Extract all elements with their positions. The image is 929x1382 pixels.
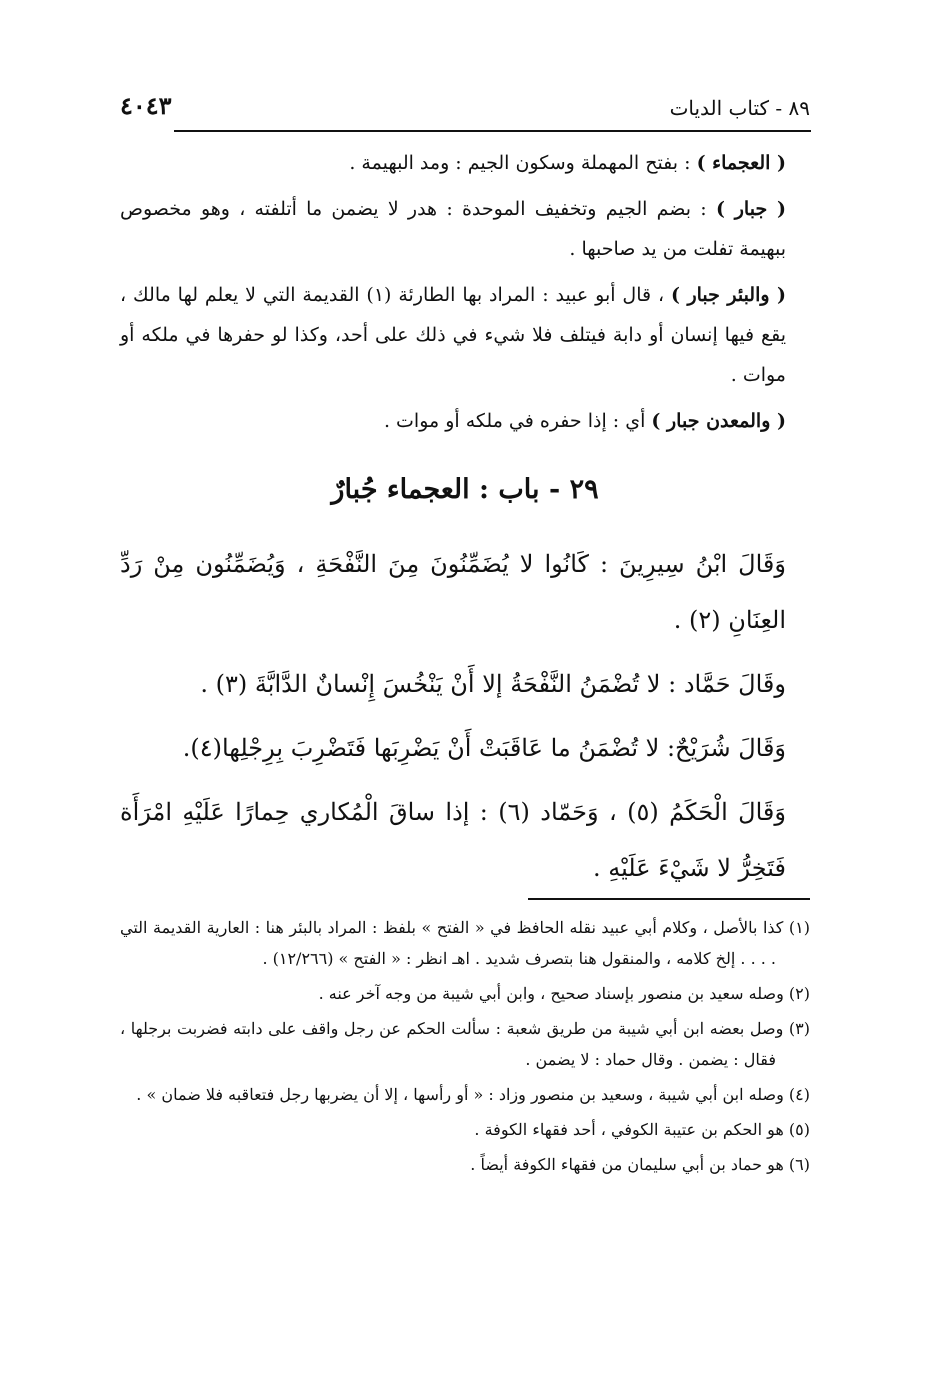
glossary-term: ( العجماء ) xyxy=(696,152,786,174)
header-rule xyxy=(174,130,811,132)
footnote: (١) كذا بالأصل ، وكلام أبي عبيد نقله الحافظ في « الفتح » بلفظ : المراد بالبئر هنا : العارية القديمة التي . . . . إلخ كلامه ، والمنقول هنا بتصرف شديد . اهـ انظر : « الفتح » (١٢/٢٦٦) . xyxy=(120,918,811,968)
glossary-entry xyxy=(120,189,810,269)
glossary-entry xyxy=(120,275,810,395)
footnote: (٣) وصل بعضه ابن أبي شيبة من طريق شعبة : سألت الحكم عن رجل واقف على دابته فضربت برجلها ، فقال : يضمن . وقال حماد : لا يضمن . xyxy=(120,1019,811,1069)
glossary-section xyxy=(120,143,810,447)
glossary-term: ( والمعدن جبار ) xyxy=(651,410,786,432)
footnote: (٤) وصله ابن أبي شيبة ، وسعيد بن منصور وزاد : « أو رأسها ، إلا أن يضربها رجل فتعاقبه فلا ضمان » . xyxy=(136,1085,810,1104)
hadith-paragraph: وَقَالَ الْحَكَمُ (٥) ، وَحَمّاد (٦) : إذا ساقَ الْمُكاري حِمارًا عَلَيْهِ امْرَأَة فَتَخِرُّ لا شَيْءَ عَلَيْهِ . xyxy=(120,798,786,882)
glossary-text: أي : إذا حفره في ملكه أو موات . xyxy=(383,410,652,432)
glossary-entry xyxy=(120,143,810,183)
footnote-rule xyxy=(528,898,810,900)
hadith-paragraph: وَقَالَ شُرَيْحٌ: لا تُضْمَنُ ما عَاقَبَتْ أَنْ يَضْرِبَها فَتَضْرِبَ بِرِجْلِها(٤). xyxy=(182,734,786,762)
glossary-text: : بضم الجيم وتخفيف الموحدة : هدر لا يضمن ما أتلفته ، وهو مخصوص ببهيمة تفلت من يد صاحبها . xyxy=(120,198,786,260)
footnote: (٢) وصله سعيد بن منصور بإسناد صحيح ، وابن أبي شيبة من وجه آخر عنه . xyxy=(318,984,810,1003)
glossary-term: ( جبار ) xyxy=(715,198,786,220)
page-header xyxy=(120,86,810,120)
glossary-term: ( والبئر جبار ) xyxy=(671,284,786,306)
footnote: (٦) هو حماد بن أبي سليمان من فقهاء الكوفة أيضاً . xyxy=(470,1155,810,1174)
hadith-paragraph: وقَالَ حَمَّاد : لا تُضْمَنُ النَّفْحَةُ إلا أَنْ يَنْخُسَ إِنْسانٌ الدَّابَّةَ (٣) . xyxy=(200,670,786,698)
hadith-section xyxy=(120,536,810,904)
running-title: ٨٩ - كتاب الديات xyxy=(669,96,810,120)
page-number: ٤٠٤٣ xyxy=(120,91,172,120)
chapter-title: ٢٩ - باب : العجماء جُبارٌ xyxy=(331,474,599,505)
glossary-text: ، قال أبو عبيد : المراد بها الطارئة (١) القديمة التي لا يعلم لها مالك ، يقع فيها إنسان أو دابة فيتلف فلا شيء في ذلك على أحد، وكذا لو حفرها في ملكه أو موات . xyxy=(120,284,786,386)
hadith-paragraph: وَقَالَ ابْنُ سِيرِينَ : كَانُوا لا يُضَمِّنُونَ مِنَ النَّفْحَةِ ، وَيُضَمِّنُون مِنْ رَدِّ العِنَانِ (٢) . xyxy=(120,550,786,634)
glossary-text: : بفتح المهملة وسكون الجيم : ومد البهيمة . xyxy=(349,152,697,174)
glossary-entry xyxy=(120,401,810,441)
footnotes-section xyxy=(120,912,810,1184)
footnote: (٥) هو الحكم بن عتيبة الكوفي ، أحد فقهاء الكوفة . xyxy=(474,1120,810,1139)
